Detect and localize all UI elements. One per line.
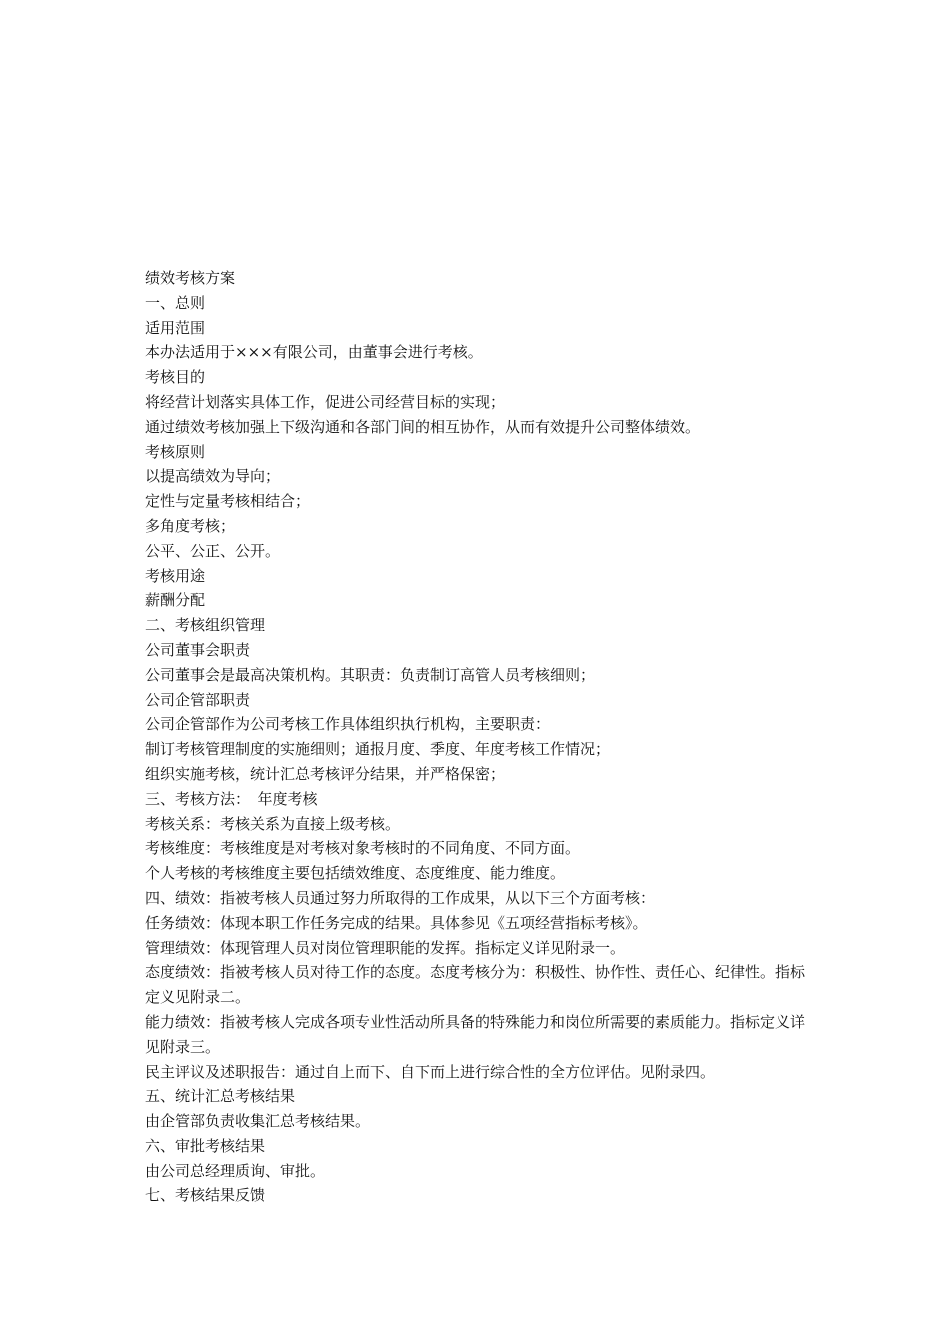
document-line: 薪酬分配 [145,591,206,610]
document-body [145,266,815,1208]
document-line: 适用范围 [145,318,206,337]
document-line: 定性与定量考核相结合； [145,492,311,511]
document-line: 六、审批考核结果 [145,1136,266,1155]
document-line: 四、绩效：指被考核人员通过努力所取得的工作成果，从以下三个方面考核： [145,888,656,907]
document-line: 由企管部负责收集汇总考核结果。 [145,1112,371,1131]
document-line: 个人考核的考核维度主要包括绩效维度、态度维度、能力维度。 [145,864,566,883]
document-line: 多角度考核； [145,516,236,535]
document-line: 通过绩效考核加强上下级沟通和各部门间的相互协作，从而有效提升公司整体绩效。 [145,417,701,436]
document-line: 公平、公正、公开。 [145,541,281,560]
document-line: 公司董事会职责 [145,640,251,659]
document-line: 绩效考核方案 [145,269,236,287]
document-line: 考核用途 [145,566,206,585]
document-line: 管理绩效：体现管理人员对岗位管理职能的发挥。指标定义详见附录一。 [145,938,626,957]
document-line: 五、统计汇总考核结果 [145,1087,296,1106]
document-line: 本办法适用于×××有限公司，由董事会进行考核。 [145,343,483,362]
document-line: 以提高绩效为导向； [145,467,281,486]
document-line: 公司企管部作为公司考核工作具体组织执行机构，主要职责： [145,715,551,734]
document-line: 态度绩效：指被考核人员对待工作的态度。态度考核分为：积极性、协作性、责任心、纪律性。指标定义见附录二。 [145,963,806,1007]
document-line: 任务绩效：体现本职工作任务完成的结果。具体参见《五项经营指标考核》。 [145,913,648,932]
document-line: 考核目的 [145,368,206,387]
document-line: 组织实施考核，统计汇总考核评分结果，并严格保密； [145,764,506,783]
document-line: 考核维度：考核维度是对考核对象考核时的不同角度、不同方面。 [145,839,581,858]
document-line: 制订考核管理制度的实施细则；通报月度、季度、年度考核工作情况； [145,740,611,759]
document-line: 将经营计划落实具体工作，促进公司经营目标的实现； [145,392,506,411]
document-line: 公司企管部职责 [145,690,251,709]
document-line: 由公司总经理质询、审批。 [145,1161,326,1180]
document-line: 三、考核方法： 年度考核 [145,789,318,808]
document-line: 七、考核结果反馈 [145,1186,266,1205]
document-line: 公司董事会是最高决策机构。其职责：负责制订高管人员考核细则； [145,665,596,684]
document-line: 考核关系：考核关系为直接上级考核。 [145,814,401,833]
document-line: 考核原则 [145,442,206,461]
document-line: 一、总则 [145,293,206,312]
document-line: 能力绩效：指被考核人完成各项专业性活动所具备的特殊能力和岗位所需要的素质能力。指标定义详见附录三。 [145,1012,806,1056]
document-line: 二、考核组织管理 [145,616,266,635]
document-line: 民主评议及述职报告：通过自上而下、自下而上进行综合性的全方位评估。见附录四。 [145,1062,716,1081]
